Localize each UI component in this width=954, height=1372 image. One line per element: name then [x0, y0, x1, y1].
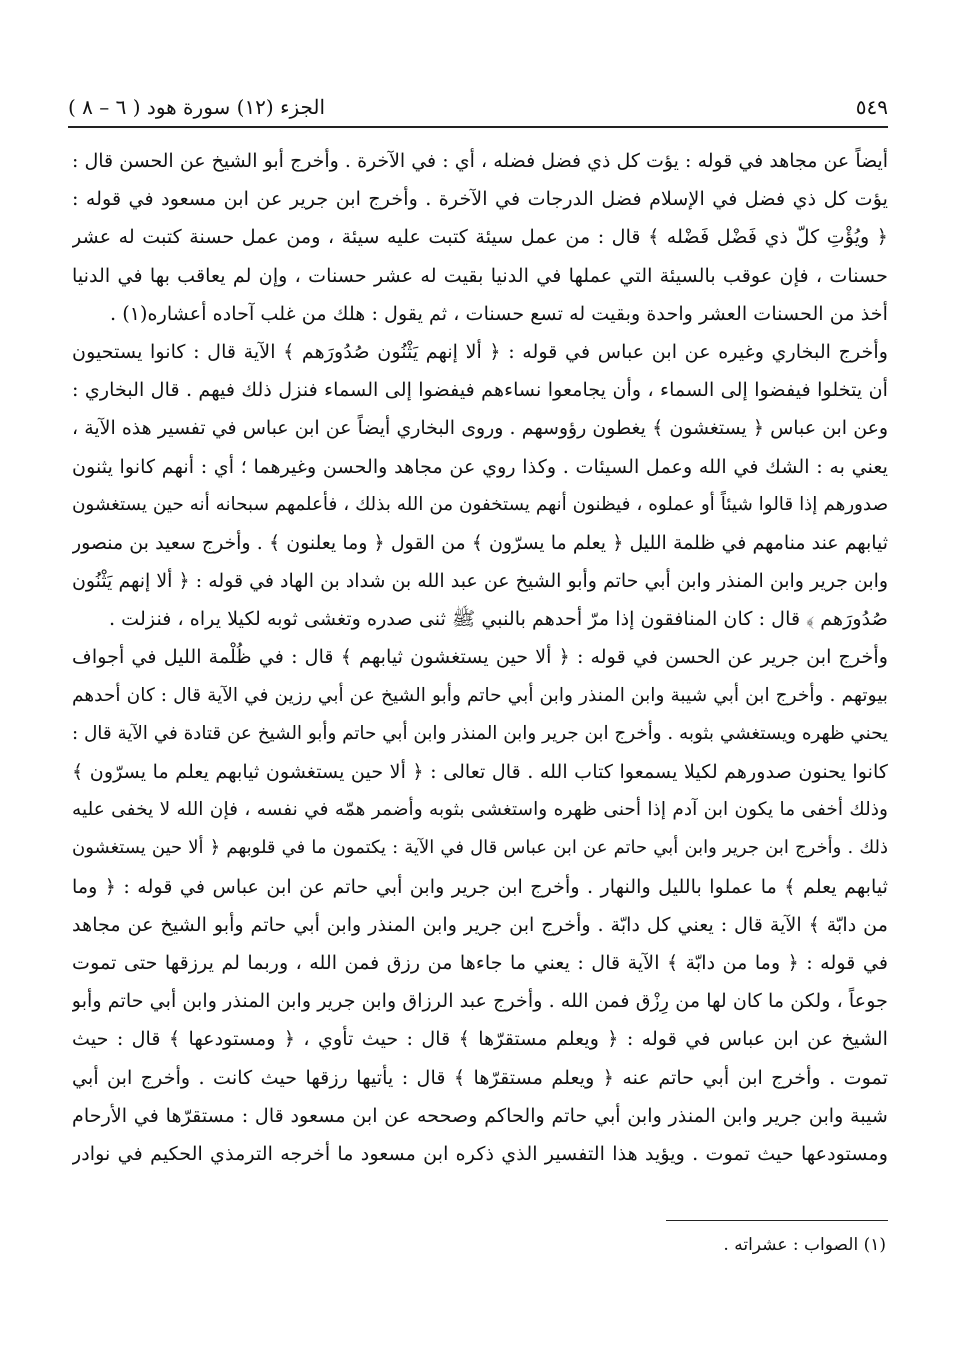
text-line: شيبة وابن جرير وابن المنذر وابن أبي حاتم والحاكم وصححه عن ابن مسعود قال : مستقرّها في الأرحام: [72, 1103, 888, 1127]
text-line: ثيابهم عند منامهم في ظلمة الليل ﴿ يعلم ما يسرّون ﴾ من القول ﴿ وما يعلنون ﴾ . وأخرج سعيد بن منصور: [72, 531, 888, 554]
footnote: (١) الصواب : عشراته .: [723, 1235, 886, 1255]
text-line: وذلك أخفى ما يكون ابن آدم إذا أحنى ظهره واستغشى بثوبه وأضمر همّه في نفسه ، فإن الله لا يخفى عليه: [72, 799, 888, 821]
text-line: ومستودعها حيث تموت . ويؤيد هذا التفسير الذي ذكره ابن مسعود ما أخرجه الترمذي الحكيم في نوادر: [72, 1141, 888, 1165]
text-line: صدورهم إذا قالوا شيئاً أو عملوه ، فيظنون أنهم يستخفون من الله بذلك ، فأعلمهم سبحانه أنه حين يستغشون: [72, 493, 888, 515]
text-line: في قوله : ﴿ وما من دابّة ﴾ الآية قال : يعني ما جاءها من رزق فمن الله ، وربما لم يرزقها حتى تموت: [72, 950, 888, 974]
text-line: وأخرج ابن جرير عن الحسن في قوله : ﴿ ألا حين يستغشون ثيابهم ﴾ قال : في ظُلْمة الليل في أجواف: [72, 645, 888, 669]
text-line: الشيخ عن ابن عباس في قوله : ﴿ ويعلم مستقرّها ﴾ قال : حيث تأوي ، ﴿ ومستودعها ﴾ قال : حيث: [72, 1027, 888, 1051]
text-line: ثيابهم يعلم ﴾ ما عملوا بالليل والنهار . وأخرج ابن جرير وابن أبي حاتم عن ابن عباس في قوله : ﴿ وما: [72, 874, 888, 898]
text-line: جوعاً ، ولكن ما كان لها من رِزْق فمن الله . وأخرج عبد الرزاق وابن جرير وابن المنذر وابن أبي حاتم وأبو: [72, 989, 888, 1013]
text-line: تموت . وأخرج ابن أبي حاتم عنه ﴿ ويعلم مستقرّها ﴾ قال : يأتيها رزقها حيث كانت . وأخرج ابن أبي: [72, 1065, 888, 1089]
text-line: ﴿ ويُؤْتِ كلّ ذي فَضْل فَضْله ﴾ قال : من عمل سيئة كتبت عليه سيئة ، ومن عمل حسنة كتبت له عشر: [72, 225, 888, 249]
text-line: وأخرج البخاري وغيره عن ابن عباس في قوله : ﴿ ألا إنهم يَثْنُون صُدُورَهم ﴾ الآية قال : كانوا يستحيون: [72, 339, 888, 363]
running-title: الجزء (١٢) سورة هود ( ٦ – ٨ ): [68, 95, 326, 119]
text-line: أخذ من الحسنات العشر واحدة وبقيت له تسع حسنات ، ثم يقول : هلك من غلب آحاده أعشاره(١) .: [110, 301, 888, 325]
page-header: [68, 90, 888, 124]
text-line: يؤت كل ذي فضل في الإسلام فضل الدرجات في الآخرة . وأخرج ابن جرير عن ابن مسعود في قوله :: [72, 187, 888, 211]
text-line: وعن ابن عباس ﴿ يستغشون ﴾ يغطون رؤوسهم . وروى البخاري أيضاً عن ابن عباس في تفسير هذه الآية ،: [72, 417, 888, 440]
footnote-rule: [666, 1220, 888, 1221]
text-line: أن يتخلوا فيفضوا إلى السماء ، وأن يجامعوا نساءهم فيفضوا إلى السماء فنزل ذلك فيهم . قال البخاري :: [72, 378, 888, 402]
text-line: وابن جرير وابن المنذر وابن أبي حاتم وأبو الشيخ عن عبد الله بن شداد بن الهاد في قوله : ﴿ ألا إنهم يَثْنُون: [72, 570, 888, 593]
text-line: كانوا يحنون صدورهم لكيلا يسمعوا كتاب الله . قال تعالى : ﴿ ألا حين يستغشون ثيابهم يعلم ما يسرّون ﴾: [72, 760, 888, 783]
page-number: ٥٤٩: [855, 95, 888, 119]
text-line: حسنات ، فإن عوقب بالسيئة التي عملها في الدنيا بقيت له عشر حسنات ، وإن لم يعاقب بها في الدنيا: [72, 263, 888, 287]
main-text: [72, 142, 888, 1173]
text-line: بيوتهم . وأخرج ابن أبي شيبة وابن المنذر وابن أبي حاتم وأبو الشيخ عن أبي رزين في الآية قال : كان أحدهم: [72, 684, 888, 706]
text-line: صُدُورَهم ﴾ قال : كان المنافقون إذا مرّ أحدهم بالنبي ﷺ ثنى صدره وتغشى ثوبه لكيلا يراه ، فنزلت .: [108, 607, 888, 631]
text-line: يعني به : الشك في الله وعمل السيئات . وكذا روي عن مجاهد والحسن وغيرهما ؛ أي : أنهم كانوا يثنون: [72, 454, 888, 478]
text-line: من دابّة ﴾ الآية قال : يعني كل دابّة . وأخرج ابن جرير وابن المنذر وابن أبي حاتم وأبو الشيخ عن مجاهد: [72, 912, 888, 936]
text-line: أيضاً عن مجاهد في قوله : يؤت كل ذي فضل فضله ، أي : في الآخرة . وأخرج أبو الشيخ عن الحسن قال :: [72, 150, 888, 172]
text-line: يحني ظهره ويستغشي بثوبه . وأخرج ابن جرير وابن المنذر وابن أبي حاتم وأبو الشيخ عن قتادة في الآية قال :: [72, 722, 888, 744]
header-rule: [68, 126, 888, 128]
text-line: ذلك . وأخرج ابن جرير وابن أبي حاتم عن ابن عباس قال في الآية : يكتمون ما في قلوبهم ﴿ ألا حين يستغشون: [72, 837, 888, 859]
